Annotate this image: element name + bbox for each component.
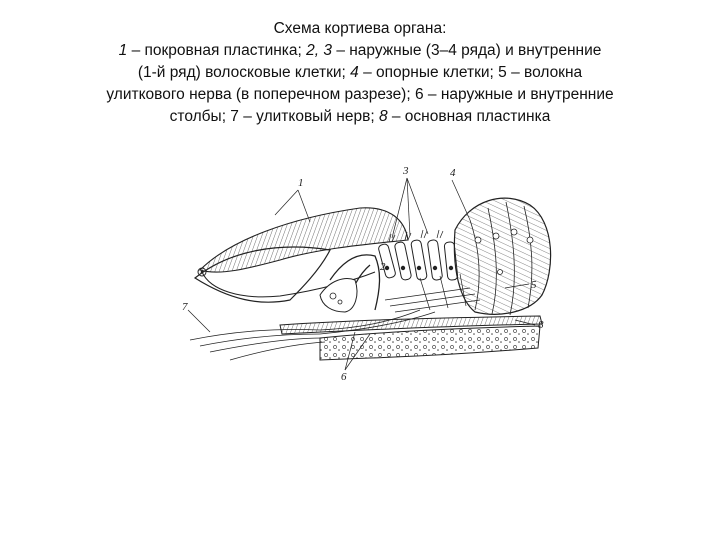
label-1: 1 [298, 177, 304, 189]
caption-line-2 [38, 62, 682, 84]
caption-text-1b: – наружные (3–4 ряда) и внутренние [332, 42, 602, 59]
caption-num-1: 1 [118, 42, 128, 59]
caption-num-8: 8 [378, 108, 388, 125]
label-2: 2 [380, 261, 386, 273]
label-3: 3 [403, 165, 409, 177]
caption-text-2a: (1-й ряд) волосковые клетки; [137, 64, 351, 81]
tympanic-cell-layer [320, 326, 540, 360]
inner-tunnel [320, 279, 357, 312]
caption-num-2-3: 2, 3 [306, 42, 333, 59]
caption-line-4 [38, 106, 682, 128]
label-4: 4 [450, 167, 456, 179]
corti-organ-illustration [170, 160, 560, 385]
label-7: 7 [182, 301, 188, 313]
label-8: 8 [538, 319, 544, 331]
hair-cells [378, 239, 458, 280]
corti-organ-drawing [170, 160, 560, 385]
label-5: 5 [531, 279, 537, 291]
caption-text-2b: – опорные клетки; 5 – волокна [358, 64, 583, 81]
caption-text-1a: – покровная пластинка; [127, 42, 307, 59]
caption-text-4a: столбы; 7 – улитковый нерв; [169, 108, 379, 125]
caption-num-4: 4 [350, 64, 359, 81]
caption-text-4b: – основная пластинка [387, 108, 551, 125]
caption-title: Схема кортиева органа: [273, 20, 447, 37]
caption-line-1 [38, 40, 682, 62]
caption-line-3: улиткового нерва (в поперечном разрезе); 6 – наружные и внутренние [106, 86, 614, 103]
supporting-cells [454, 198, 550, 314]
figure-caption [38, 18, 682, 128]
label-6: 6 [341, 371, 347, 383]
